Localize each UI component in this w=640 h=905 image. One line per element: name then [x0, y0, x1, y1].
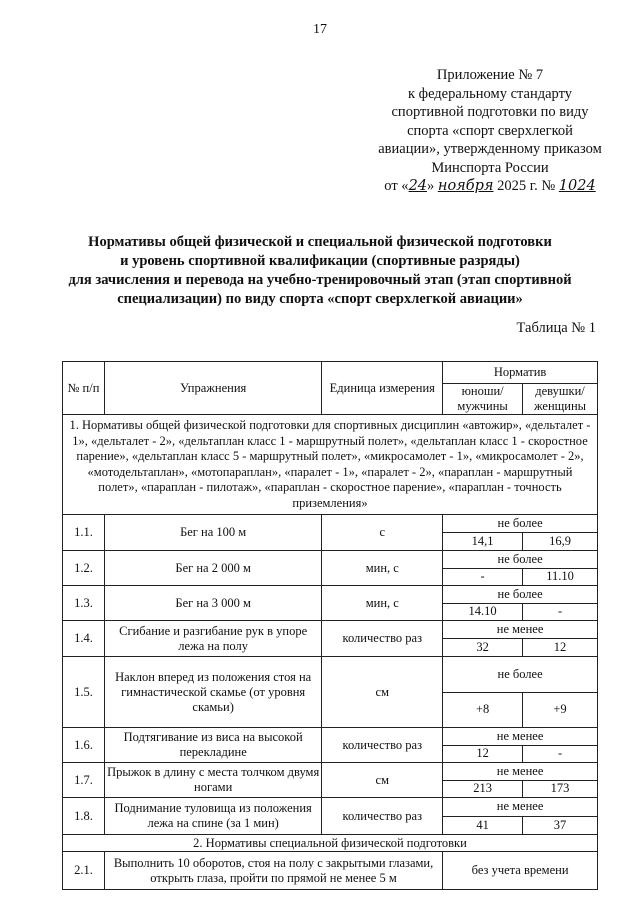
- row-num: 1.7.: [63, 763, 105, 798]
- header-male: юноши/ мужчины: [443, 384, 523, 415]
- row-exercise: Сгибание и разгибание рук в упоре лежа на полу: [104, 621, 321, 657]
- row-exercise: Поднимание туловища из положения лежа на спине (за 1 мин): [104, 798, 321, 835]
- row-condition: не более: [443, 515, 598, 533]
- row-female-value: 173: [523, 780, 598, 798]
- row-condition: не более: [443, 657, 598, 693]
- table-row: [63, 728, 598, 746]
- row-unit: с: [322, 515, 443, 551]
- title-line: специализации) по виду спорта «спорт сверхлегкой авиации»: [117, 291, 523, 307]
- row-male-value: 32: [443, 639, 523, 657]
- page-number: 17: [313, 22, 327, 37]
- row-exercise: Бег на 3 000 м: [104, 586, 321, 621]
- header-num: № п/п: [63, 362, 105, 415]
- handwritten-number: 1024: [558, 178, 596, 194]
- row-norm: без учета времени: [443, 852, 598, 890]
- row-female-value: 12: [523, 639, 598, 657]
- header-norm: Норматив: [443, 362, 598, 384]
- table-row: [63, 763, 598, 781]
- norms-table: [62, 361, 598, 890]
- row-num: 1.5.: [63, 657, 105, 728]
- table-row: [63, 798, 598, 817]
- handwritten-day: 24: [408, 178, 428, 194]
- row-condition: не более: [443, 551, 598, 569]
- row-condition: не менее: [443, 621, 598, 639]
- row-exercise: Бег на 100 м: [104, 515, 321, 551]
- row-female-value: -: [523, 603, 598, 621]
- title-line: Нормативы общей физической и специальной физической подготовки: [88, 234, 552, 250]
- row-exercise: Прыжок в длину с места толчком двумя ногами: [104, 763, 321, 798]
- appendix-line: Минспорта России: [431, 159, 549, 176]
- row-female-value: -: [523, 745, 598, 763]
- row-female-value: 11.10: [523, 568, 598, 586]
- table-row: [63, 621, 598, 639]
- row-unit: мин, с: [322, 586, 443, 621]
- row-male-value: -: [443, 568, 523, 586]
- row-unit: см: [322, 763, 443, 798]
- row-unit: количество раз: [322, 621, 443, 657]
- row-male-value: +8: [443, 692, 523, 728]
- title-line: для зачисления и перевода на учебно-тренировочный этап (этап спортивной: [68, 272, 572, 288]
- row-male-value: 14.10: [443, 603, 523, 621]
- row-num: 2.1.: [63, 852, 105, 890]
- date-mid: »: [427, 178, 435, 194]
- table-row: [63, 852, 598, 890]
- row-female-value: 37: [523, 816, 598, 835]
- row-num: 1.8.: [63, 798, 105, 835]
- row-male-value: 14,1: [443, 533, 523, 551]
- row-unit: мин, с: [322, 551, 443, 586]
- row-exercise: Наклон вперед из положения стоя на гимнастической скамье (от уровня скамьи): [104, 657, 321, 728]
- row-condition: не менее: [443, 763, 598, 781]
- row-num: 1.1.: [63, 515, 105, 551]
- appendix-line: Приложение № 7: [436, 67, 544, 83]
- row-num: 1.6.: [63, 728, 105, 763]
- row-exercise: Подтягивание из виса на высокой перекладине: [104, 728, 321, 763]
- row-condition: не менее: [443, 728, 598, 746]
- row-condition: не менее: [443, 798, 598, 817]
- row-num: 1.4.: [63, 621, 105, 657]
- date-year: 2025 г. №: [497, 178, 556, 194]
- row-male-value: 41: [443, 816, 523, 835]
- handwritten-month: ноября: [437, 178, 494, 194]
- header-female: девушки/ женщины: [523, 384, 598, 415]
- row-unit: количество раз: [322, 728, 443, 763]
- row-female-value: 16,9: [523, 533, 598, 551]
- table-row: [63, 551, 598, 569]
- section-2-heading: 2. Нормативы специальной физической подготовки: [63, 835, 598, 852]
- order-date-line: [360, 177, 620, 196]
- table-row: [63, 586, 598, 604]
- appendix-line: спорта «спорт сверхлегкой: [407, 122, 573, 139]
- row-exercise: Выполнить 10 оборотов, стоя на полу с закрытыми глазами, открыть глаза, пройти по прямой не менее 5 м: [104, 852, 442, 890]
- row-exercise: Бег на 2 000 м: [104, 551, 321, 586]
- row-female-value: +9: [523, 692, 598, 728]
- row-unit: см: [322, 657, 443, 728]
- appendix-line: спортивной подготовки по виду: [391, 104, 589, 120]
- row-male-value: 12: [443, 745, 523, 763]
- table-label: Таблица № 1: [516, 320, 596, 336]
- date-prefix: от «: [384, 178, 409, 194]
- row-num: 1.3.: [63, 586, 105, 621]
- appendix-line: к федеральному стандарту: [408, 85, 572, 102]
- header-exercise: Упражнения: [104, 362, 321, 415]
- row-num: 1.2.: [63, 551, 105, 586]
- table-row: [63, 657, 598, 693]
- section-1-heading: 1. Нормативы общей физической подготовки для спортивных дисциплин «автожир», «дельталет - 1», «дельталет - 2», «дельтаплан класс 1 - маршрутный полет», «дельтаплан класс 1 - скоростное парение», «дельтаплан класс 5 - маршрутный полет», «микросамолет - 1», «микросамолет - 2», «мотодельтаплан», «мотопараплан», «паралет - 1», «паралет - 2», «параплан - маршрутный полет», «параплан - пилотаж», «параплан - скоростное парение», «параплан - точность приземления»: [63, 415, 598, 515]
- row-condition: не более: [443, 586, 598, 604]
- document-title: [40, 233, 600, 309]
- row-unit: количество раз: [322, 798, 443, 835]
- appendix-header: [360, 66, 620, 196]
- header-unit: Единица измерения: [322, 362, 443, 415]
- appendix-line: авиации», утвержденному приказом: [378, 141, 602, 157]
- table-row: [63, 515, 598, 533]
- row-male-value: 213: [443, 780, 523, 798]
- title-line: и уровень спортивной квалификации (спортивные разряды): [120, 253, 520, 269]
